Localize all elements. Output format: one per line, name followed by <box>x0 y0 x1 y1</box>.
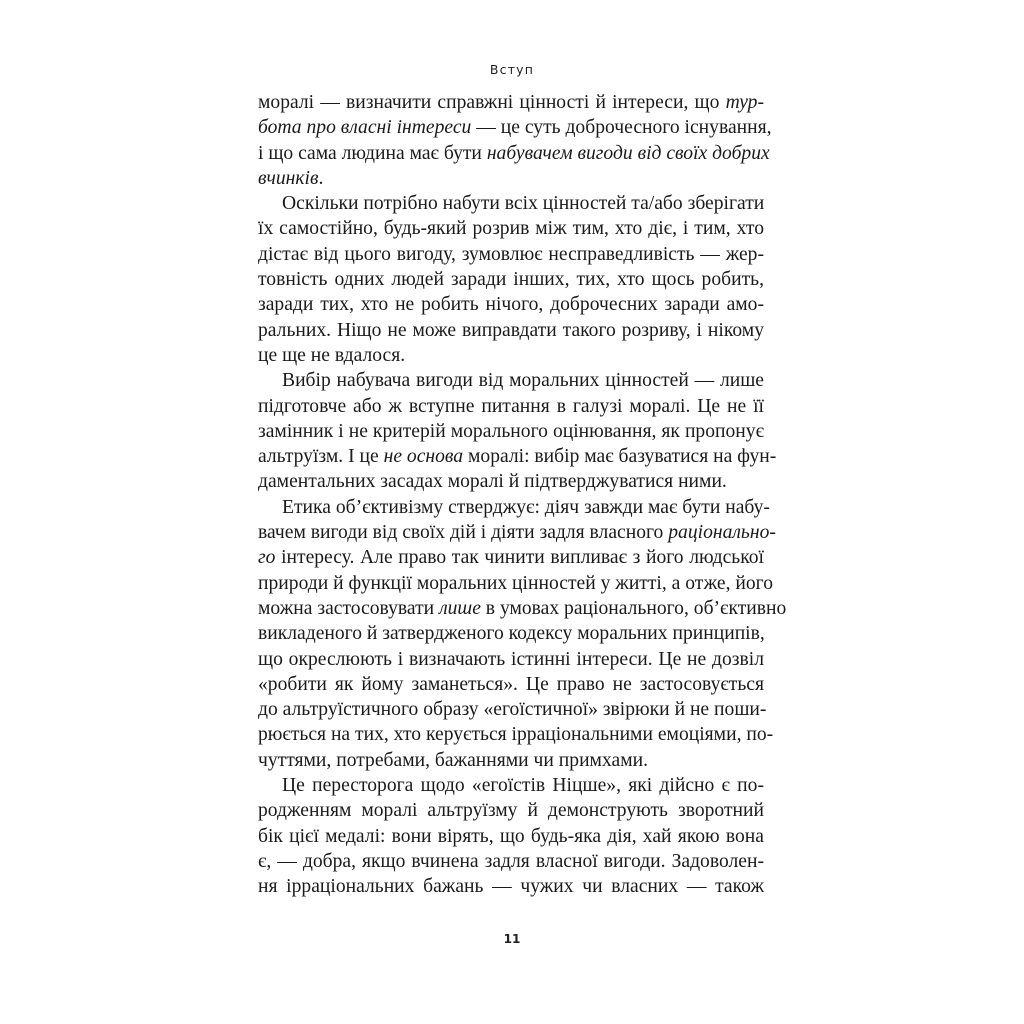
text-line <box>258 545 764 570</box>
text-line <box>258 672 764 697</box>
text-line <box>258 596 787 621</box>
text-line <box>258 267 764 292</box>
text-run: їх самостійно, будь-який розрив між тим, хто діє, і тим, хто <box>258 218 764 240</box>
text-run: замінник і не критерій морального оцінювання, як пропонує <box>258 420 764 442</box>
text-line <box>258 798 764 823</box>
text-run: інтересу. Але право так чинити випливає з його людської <box>275 547 764 569</box>
text-run: моралі: вибір має базуватися на фун- <box>463 446 777 468</box>
text-line <box>258 115 772 140</box>
italic-text: тур- <box>725 92 764 113</box>
text-run: даментальних засадах моралі й підтверджуватися ними. <box>258 471 727 493</box>
italic-text: набувачем вигоди від своїх добрих <box>486 142 770 164</box>
text-run: родженням моралі альтруїзму й демонструють зворотний <box>258 800 764 822</box>
text-run: рюється на тих, хто керується ірраціональними емоціями, по- <box>258 724 774 746</box>
text-line <box>258 469 764 494</box>
text-run: Це пересторога щодо «егоїстів Ніцше», які дійсно є по- <box>282 775 764 797</box>
text-run: дістає від цього вигоду, зумовлює несправедливість — жер- <box>258 243 764 265</box>
text-run: що окреслюють і визначають істинні інтереси. Це не дозвіл <box>258 648 764 670</box>
text-run: є, — добра, якщо вчинена задля власної вигоди. Задоволен- <box>258 850 764 872</box>
text-line <box>258 292 764 317</box>
text-run: вачем вигоди від своїх дій і діяти задля власного <box>258 522 669 544</box>
text-run: альтруїзм. І це <box>258 446 384 468</box>
italic-text: раціонально- <box>668 522 776 544</box>
paragraph <box>258 90 772 191</box>
text-run: Оскільки потрібно набути всіх цінностей та/або зберігати <box>282 193 765 215</box>
text-run: Етика об’єктивізму стверджує: діяч завжди має бути набу- <box>282 496 770 518</box>
text-line <box>258 647 764 672</box>
text-run: це ще не вдалося. <box>258 344 406 366</box>
text-run: заради тих, хто не робить нічого, доброчесних заради амо- <box>258 294 764 316</box>
text-line <box>258 722 774 747</box>
text-run: ня ірраціональних бажань — чужих чи власних — також <box>258 876 764 898</box>
text-run: «робити як йому заманеться». Це право не застосовується <box>258 673 764 695</box>
italic-text: бота про власні інтереси <box>258 117 472 139</box>
text-run: товність одних людей заради інших, тих, хто щось робить, <box>258 269 764 291</box>
text-run: до альтруїстичного образу «егоїстичної» звірюки й не поши- <box>258 699 767 721</box>
text-line <box>258 849 764 874</box>
paragraph <box>258 495 787 773</box>
text-run: можна застосовувати <box>258 597 440 619</box>
text-run: підготовче або ж вступне питання в галузі моралі. Це не її <box>258 395 764 417</box>
text-run: природи й функції моральних цінностей у житті, а отже, його <box>258 572 774 594</box>
italic-text: го <box>258 547 276 569</box>
text-run: . <box>318 167 324 189</box>
text-line <box>258 368 764 393</box>
text-line <box>258 394 764 419</box>
text-line <box>258 90 764 115</box>
text-line <box>258 748 764 773</box>
text-line <box>258 444 777 469</box>
text-line <box>258 495 770 520</box>
text-run: викладеного й затвердженого кодексу моральних принципів, <box>258 623 765 645</box>
running-head: Вступ <box>489 62 535 77</box>
paragraph <box>258 191 764 368</box>
text-line <box>258 166 764 191</box>
text-line <box>258 216 764 241</box>
text-run: ральних. Ніщо не може виправдати такого розриву, і нікому <box>258 319 764 341</box>
text-line <box>258 697 767 722</box>
paragraph <box>258 368 777 494</box>
text-run: моралі — визначити справжні цінності й інтереси, що <box>258 92 726 113</box>
text-run: в умовах раціонального, об’єктивно <box>480 597 787 619</box>
text-line <box>258 773 764 798</box>
italic-text: вчинків <box>258 167 319 189</box>
text-line <box>258 824 764 849</box>
text-line <box>258 419 764 444</box>
text-line <box>258 141 770 166</box>
text-run: бік цієї медалі: вони вірять, що будь-яка дія, хай якою вона <box>258 825 764 847</box>
text-line <box>258 242 764 267</box>
text-line <box>258 318 764 343</box>
body-text <box>258 90 787 900</box>
text-line <box>258 520 776 545</box>
italic-text: лише <box>439 597 481 619</box>
text-line <box>258 191 764 216</box>
text-run: — це суть доброчесного існування, <box>471 117 772 139</box>
text-run: Вибір набувача вигоди від моральних цінностей — лише <box>282 370 764 392</box>
italic-text: не основа <box>383 446 464 468</box>
text-line <box>258 571 774 596</box>
page-number: 11 <box>503 932 521 946</box>
text-run: чуттями, потребами, бажаннями чи примхами. <box>258 749 648 771</box>
text-run: і що сама людина має бути <box>258 142 487 164</box>
text-line <box>258 621 764 646</box>
paragraph <box>258 773 764 899</box>
text-line <box>258 343 764 368</box>
text-line <box>258 874 764 899</box>
